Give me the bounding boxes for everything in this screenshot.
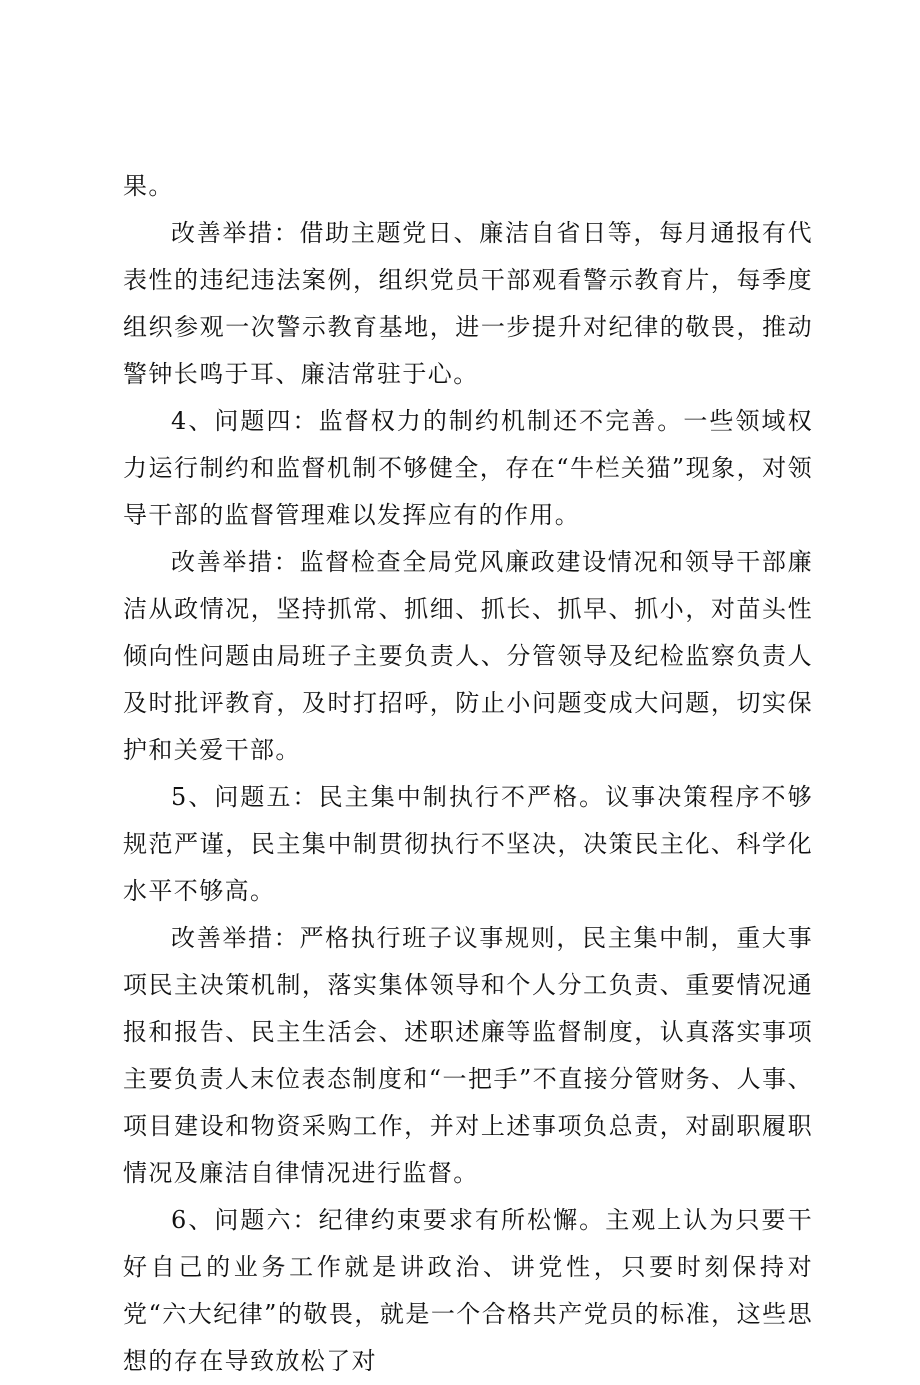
paragraph-issue-6: 6、问题六：纪律约束要求有所松懈。主观上认为只要干好自己的业务工作就是讲政治、讲党性，只要时刻保持对党“六大纪律”的敬畏，就是一个合格共产党员的标准，这些思想的存在导致放松了对 [123, 1206, 813, 1375]
paragraph-improvement-measures-3: 改善举措：借助主题党日、廉洁自省日等，每月通报有代表性的违纪违法案例，组织党员干部观看警示教育片，每季度组织参观一次警示教育基地，进一步提升对纪律的敬畏，推动警钟长鸣于耳、廉洁常驻于心。 [123, 219, 813, 388]
paragraph-improvement-measures-4: 改善举措：监督检查全局党风廉政建设情况和领导干部廉洁从政情况，坚持抓常、抓细、抓长、抓早、抓小，对苗头性倾向性问题由局班子主要负责人、分管领导及纪检监察负责人及时批评教育，及时打招呼，防止小问题变成大问题，切实保护和关爱干部。 [123, 548, 813, 764]
paragraph-continuation: 果。 [123, 172, 174, 200]
paragraph-issue-4: 4、问题四：监督权力的制约机制还不完善。一些领域权力运行制约和监督机制不够健全，存在“牛栏关猫”现象，对领导干部的监督管理难以发挥应有的作用。 [123, 407, 813, 529]
document-page [123, 163, 813, 1385]
paragraph-issue-5: 5、问题五：民主集中制执行不严格。议事决策程序不够规范严谨，民主集中制贯彻执行不坚决，决策民主化、科学化水平不够高。 [123, 783, 813, 905]
paragraph-improvement-measures-5: 改善举措：严格执行班子议事规则，民主集中制，重大事项民主决策机制，落实集体领导和个人分工负责、重要情况通报和报告、民主生活会、述职述廉等监督制度，认真落实事项主要负责人末位表态制度和“一把手”不直接分管财务、人事、项目建设和物资采购工作，并对上述事项负总责，对副职履职情况及廉洁自律情况进行监督。 [123, 924, 813, 1187]
